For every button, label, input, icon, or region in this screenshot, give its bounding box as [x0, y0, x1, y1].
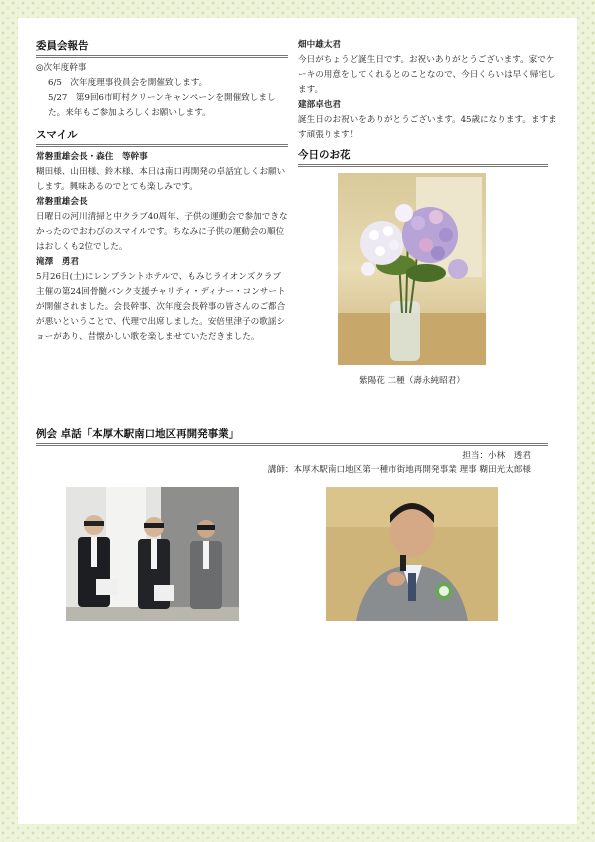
birthday-entry-text: 今日がちょうど誕生日です。お祝いありがとうございます。家でケーキの用意をしてくれるとのことなので、今日くらいは早く帰宅します。 — [298, 55, 556, 95]
flower-photo — [338, 173, 486, 365]
smile-entry-name: 滝澤 勇君 — [36, 257, 79, 267]
smile-entry-text: 日曜日の河川清掃と中クラブ40周年、子供の運動会で参加できなかったのでおわびのスマイルです。ちなみに子供の運動会の順位はおしくも2位でした。 — [36, 212, 288, 252]
meeting-heading: 例会 卓話「本厚木駅南口地区再開発事業」 — [36, 426, 548, 446]
birthday-entry-name: 畑中雄太君 — [298, 40, 341, 50]
birthday-entry-text: 誕生日のお祝いをありがとうございます。45歳になります。ますます頑張ります！ — [298, 115, 557, 140]
smile-entry-name: 常磐重雄会長 — [36, 197, 88, 207]
flower-caption: 紫陽花 二種（壽永純昭君） — [359, 376, 465, 386]
smile-entry-text: 5月26日(土)にレンブラントホテルで、もみじライオンズクラブ主催の第24回骨髄バンク支援チャリティ・ディナー・コンサートが開催されました。会長幹事、次年度会長幹事の皆さんのご都合が悪いということで、代理で出席しました。安倍里津子の歌謡ショーがあり、昔懐かしい歌を楽しませていただきました。 — [36, 272, 286, 342]
smile-heading: スマイル — [36, 127, 288, 147]
newsletter-page — [18, 18, 577, 824]
committee-heading: 委員会報告 — [36, 38, 288, 58]
committee-line-2: 5/27 第9回6市町村クリーンキャンペーンを開催致しました。来年もご参加よろしくお願いします。 — [48, 93, 276, 118]
speaker-portrait-photo — [326, 487, 498, 621]
flower-heading: 今日のお花 — [298, 147, 548, 167]
committee-line-1: 6/5 次年度理事役員会を開催致します。 — [48, 78, 208, 88]
meeting-tantou: 担当：小林 透君 — [462, 451, 531, 461]
left-column — [36, 38, 288, 345]
smile-entry-text: 糊田様、山田様、鈴木様、本日は南口再開発の卓話宜しくお願いします。興味あるのでとても楽しみです。 — [36, 167, 286, 192]
speakers-group-photo — [66, 487, 239, 621]
smile-entry-name: 常磐重雄会長・森住 等幹事 — [36, 152, 148, 162]
birthday-entry-name: 建部卓也君 — [298, 100, 341, 110]
meeting-speaker: 講師：本厚木駅南口地区第一種市街地再開発事業 理事 糊田光太郎様 — [267, 465, 531, 475]
three-men-standing-image — [66, 487, 239, 621]
hydrangea-vase-image — [338, 173, 486, 365]
man-speaking-microphone-image — [326, 487, 498, 621]
committee-item-title: ◎次年度幹事 — [36, 63, 87, 73]
right-column — [298, 38, 558, 170]
